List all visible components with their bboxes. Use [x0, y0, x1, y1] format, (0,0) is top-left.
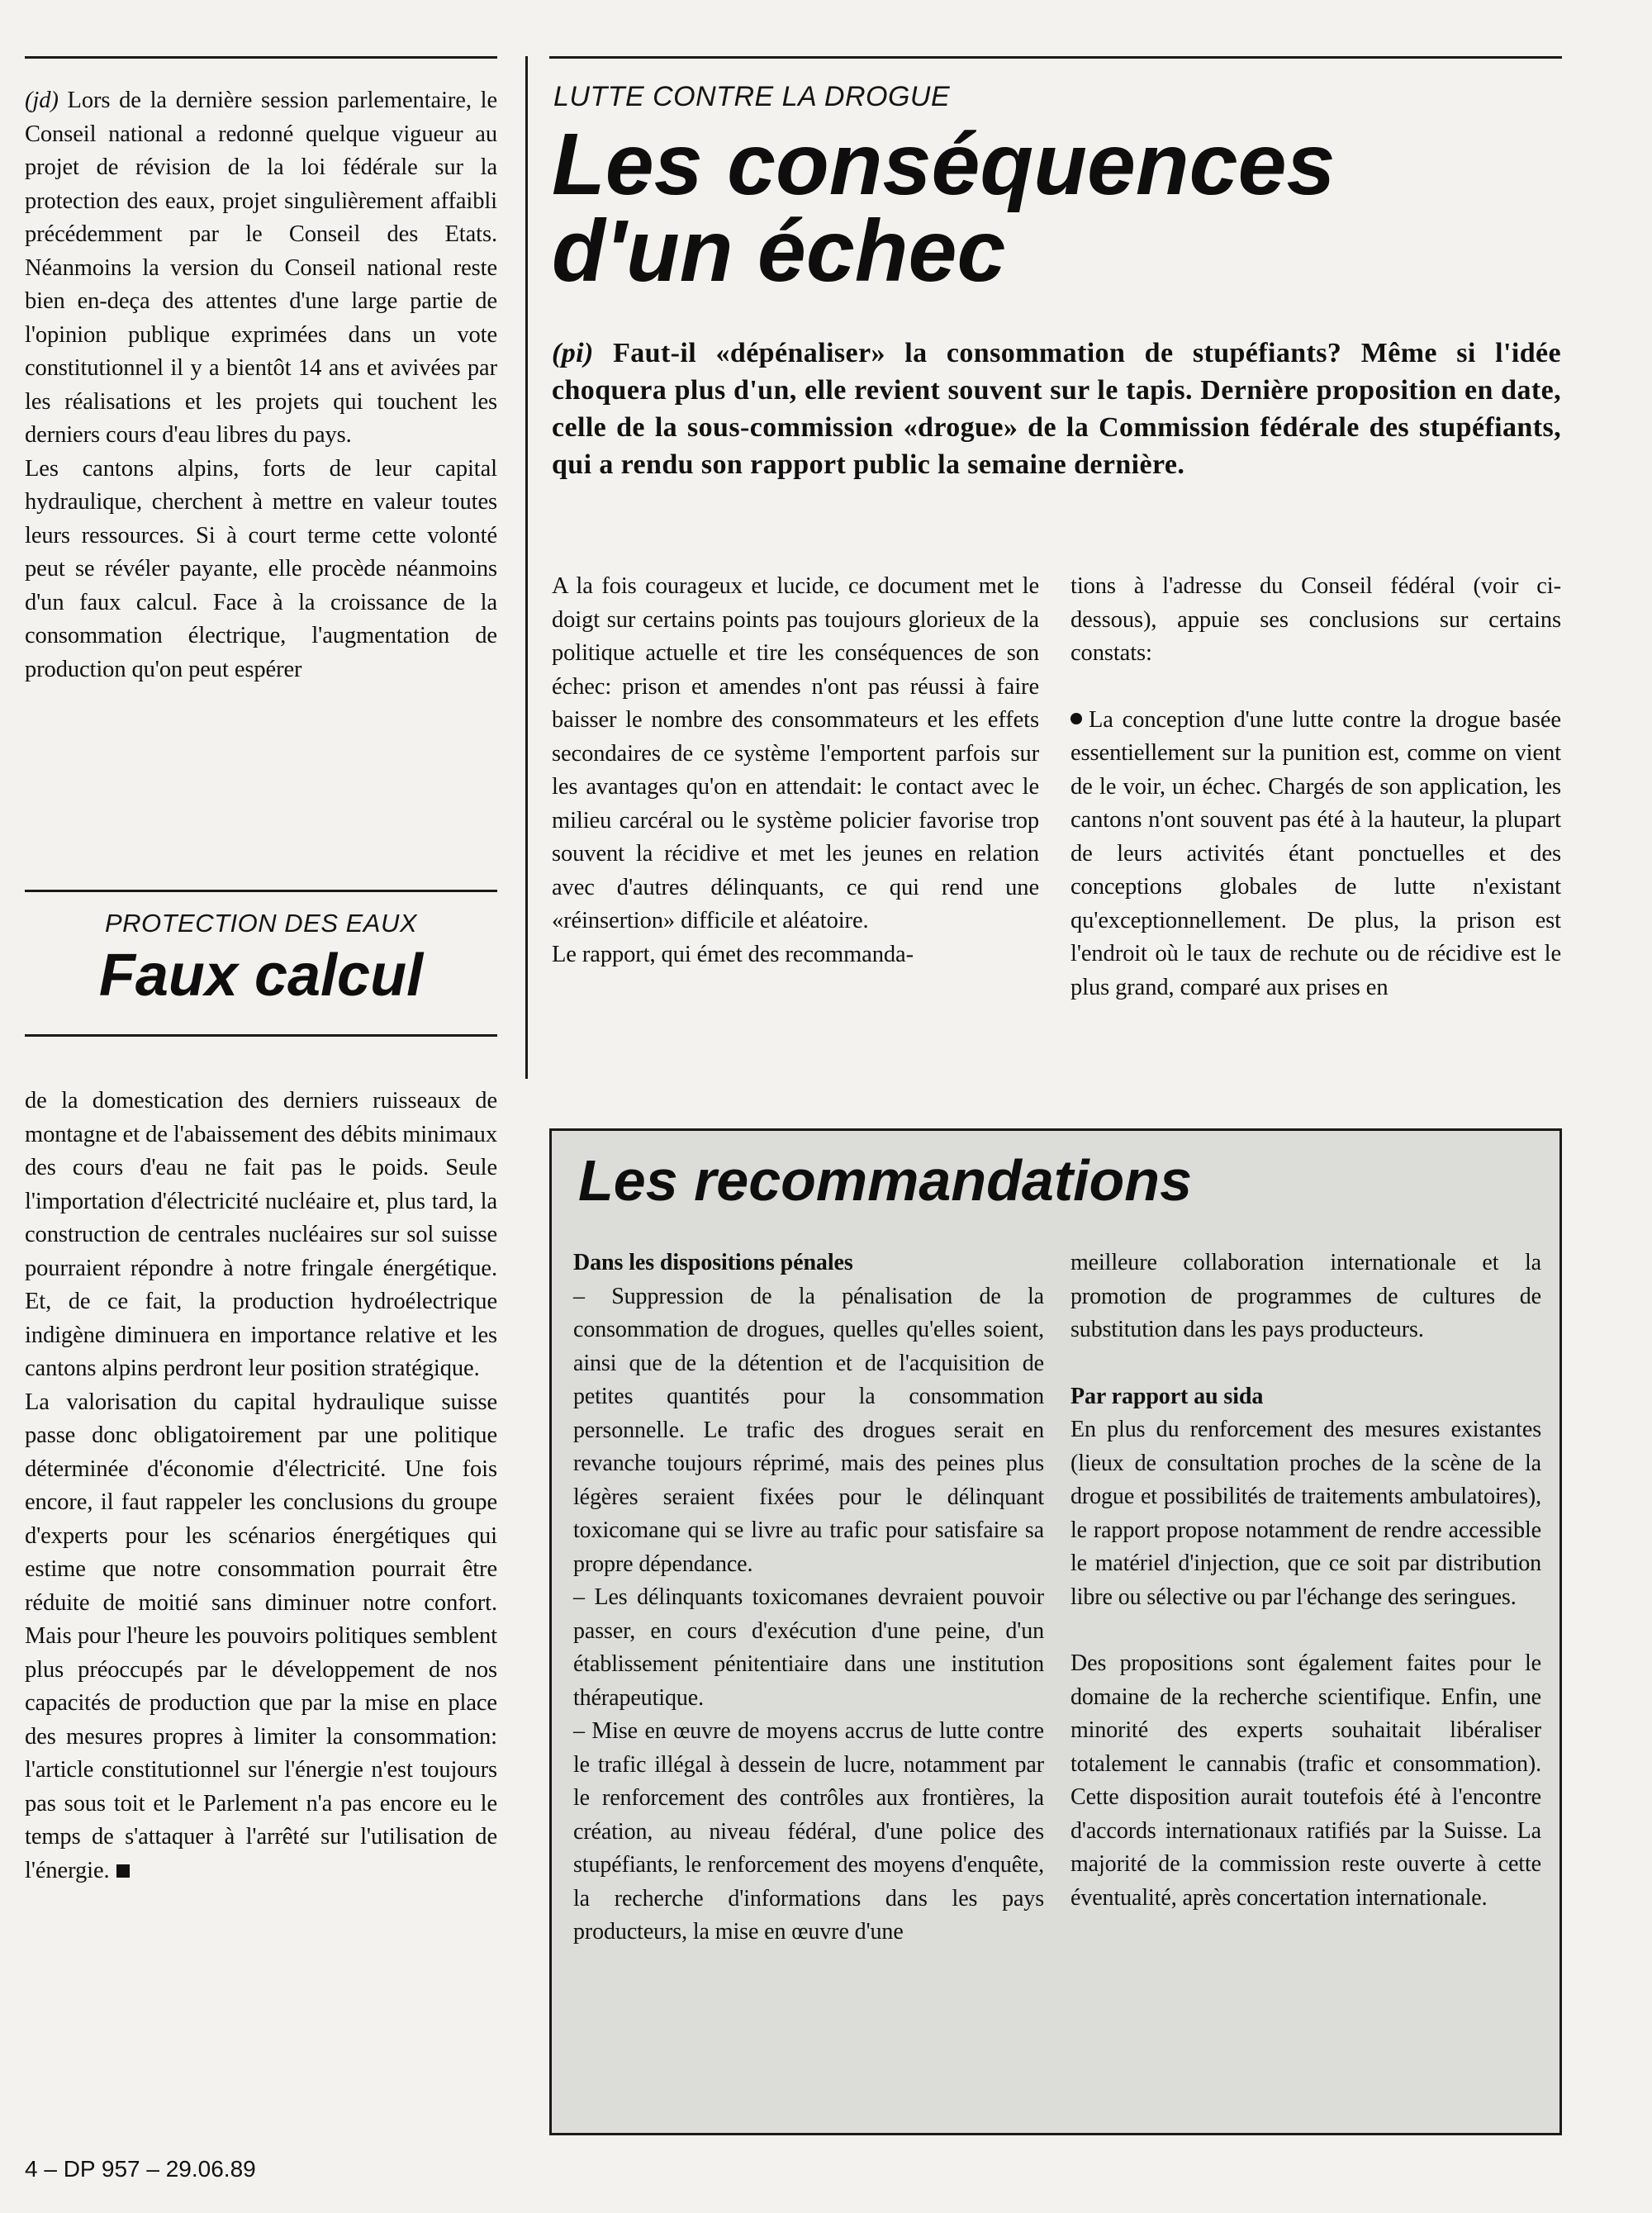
left-headline: Faux calcul — [98, 943, 424, 1009]
recommendations-column-2 — [1070, 1247, 1541, 1915]
left-box-rule-bottom — [25, 1034, 497, 1037]
left-article-top — [25, 84, 497, 686]
recommendation-item-2: – Les délinquants toxicomanes devraient pouvoir passer, en cours d'exécution d'une peine, d'un établissement pénitentiaire dans une institution thérapeutique. — [573, 1584, 1044, 1711]
left-paragraph-3: de la domestication des derniers ruisseaux de montagne et de l'abaissement des débits minimaux des cours d'eau ne fait pas le poids. Seule l'importation d'électricité nucléaire et, plus tard, la construction de centrales nucléaires sur sol suisse pourraient répondre à notre fringale énergétique. Et, de ce fait, la production hydroélectrique indigène diminuera en importance relative et les cantons alpins perdront leur position stratégique. — [25, 1088, 497, 1381]
column-divider — [525, 56, 528, 1079]
recommendations-box — [549, 1128, 1562, 2135]
main-col2-paragraph-1: tions à l'adresse du Conseil fédéral (voir ci-dessous), appuie ses conclusions sur certains constats: — [1070, 573, 1561, 666]
recommendations-subheading-1: Dans les dispositions pénales — [573, 1250, 853, 1275]
top-rule-right — [549, 56, 1562, 59]
main-headline-line-2: d'un échec — [552, 202, 1006, 300]
recommendations-column-1 — [573, 1247, 1044, 1949]
main-col1-paragraph-2: Le rapport, qui émet des recommanda- — [552, 941, 914, 967]
recommendations-col2-paragraph-2: En plus du renforcement des mesures existantes (lieux de consultation proches de la scène de la drogue et possibilités de traitements ambulatoires), le rapport propose notamment de rendre accessible le matériel d'injection, que ce soit par distribution libre ou sélective ou par l'échange des seringues. — [1070, 1417, 1541, 1610]
main-headline-line-1: Les conséquences — [552, 116, 1336, 213]
top-rule-left — [25, 56, 497, 59]
main-column-1 — [552, 570, 1039, 971]
left-author-tag: (jd) — [25, 88, 59, 113]
left-box-rule-top — [25, 890, 497, 892]
main-column-2 — [1070, 570, 1561, 1004]
left-kicker: PROTECTION DES EAUX — [104, 909, 418, 938]
bullet-dot — [1070, 713, 1082, 724]
main-lede: (pi) Faut-il «dépénaliser» la consommation de stupéfiants? Même si l'idée choquera plus d'un, elle revient souvent sur le tapis. Dernière proposition en date, celle de la sous-commission «drogue» de la Commission fédérale des stupéfiants, qui a rendu son rapport public la semaine dernière. — [552, 338, 1561, 480]
lede-author-tag: (pi) — [552, 338, 594, 368]
left-article-bottom — [25, 1085, 497, 1888]
recommendations-title: Les recommandations — [578, 1148, 1192, 1213]
recommendations-subheading-2: Par rapport au sida — [1070, 1383, 1264, 1409]
recommendation-item-1: – Suppression de la pénalisation de la consommation de drogues, quelles qu'elles soient, ainsi que de la détention et de l'acquisition de petites quantités pour la consommation personnelle. Le trafic des drogues serait en revanche toujours réprimé, mais des peines plus légères seraient fixées pour le délinquant toxicomane qui se livre au trafic pour satisfaire sa propre dépendance. — [573, 1283, 1044, 1577]
left-paragraph-4: La valorisation du capital hydraulique suisse passe donc obligatoirement par une politique déterminée d'économie d'électricité. Une fois encore, il faut rappeler les conclusions du groupe d'experts pour les scénarios énergétiques qui estime que notre consommation pourrait être réduite de moitié sans diminuer notre confort. Mais pour l'heure les pouvoirs politiques semblent plus préoccupés par le développement de nos capacités de production que par la mise en place des mesures propres à limiter la consommation: l'article constitutionnel sur l'énergie n'est toujours pas sous toit et le Parlement n'a pas encore eu le temps de s'attaquer à l'arrêté sur l'utilisation de l'énergie. — [25, 1389, 497, 1883]
recommendations-col2-paragraph-3: Des propositions sont également faites pour le domaine de la recherche scientifique. Enfin, une minorité des experts souhaitait libéraliser totalement le cannabis (trafic et consommation). Cette disposition aurait toutefois été à l'encontre d'accords internationaux ratifiés par la Suisse. La majorité de la commission reste ouverte à cette éventualité, après concertation internationale. — [1070, 1650, 1541, 1911]
recommendation-item-3: – Mise en œuvre de moyens accrus de lutte contre le trafic illégal à dessein de lucre, notamment par le renforcement des contrôles aux frontières, la création, au niveau fédéral, d'une police des stupéfiants, le renforcement des moyens d'enquête, la recherche d'informations dans les pays producteurs, la mise en œuvre d'une — [573, 1718, 1044, 1945]
end-mark — [116, 1864, 130, 1878]
left-paragraph-1: (jd) Lors de la dernière session parlementaire, le Conseil national a redonné quelque vigueur au projet de révision de la loi fédérale sur la protection des eaux, projet singulièrement affaibli précédemment par le Conseil des Etats. Néanmoins la version du Conseil national reste bien en-deça des attentes d'une large partie de l'opinion publique exprimées dans un vote constitutionnel il y a bientôt 14 ans et avivées par les réalisations et les projets qui touchent les derniers cours d'eau libres du pays. — [25, 88, 497, 448]
main-kicker: LUTTE CONTRE LA DROGUE — [553, 81, 951, 112]
page-footer: 4 – DP 957 – 29.06.89 — [25, 2156, 256, 2182]
main-col2-paragraph-2: La conception d'une lutte contre la drogue basée essentiellement sur la punition est, comme on vient de le voir, un échec. Chargés de son application, les cantons n'ont souvent pas été à la hauteur, la plupart de leurs activités étant ponctuelles et des conceptions globales de lutte n'existant qu'exceptionnellement. De plus, la prison est l'endroit où le taux de rechute ou de récidive est le plus grand, comparé aux prises en — [1070, 706, 1561, 1000]
recommendations-col2-paragraph-1: meilleure collaboration internationale et la promotion de programmes de cultures de substitution dans les pays producteurs. — [1070, 1250, 1541, 1342]
main-col1-paragraph-1: A la fois courageux et lucide, ce document met le doigt sur certains points pas toujours glorieux de la politique actuelle et tire les conséquences de son échec: prison et amendes n'ont pas réussi à faire baisser le nombre des consommateurs et les effets secondaires de ce système l'emportent parfois sur les avantages qu'on en attendait: le contact avec le milieu carcéral ou le système policier favorise trop souvent la récidive et met les jeunes en relation avec d'autres délinquants, ce qui rend une «réinsertion» difficile et aléatoire. — [552, 573, 1039, 933]
left-paragraph-2: Les cantons alpins, forts de leur capital hydraulique, cherchent à mettre en valeur toutes leurs ressources. Si à court terme cette volonté peut se révéler payante, elle procède néanmoins d'un faux calcul. Face à la croissance de la consommation électrique, l'augmentation de production qu'on peut espérer — [25, 455, 497, 682]
